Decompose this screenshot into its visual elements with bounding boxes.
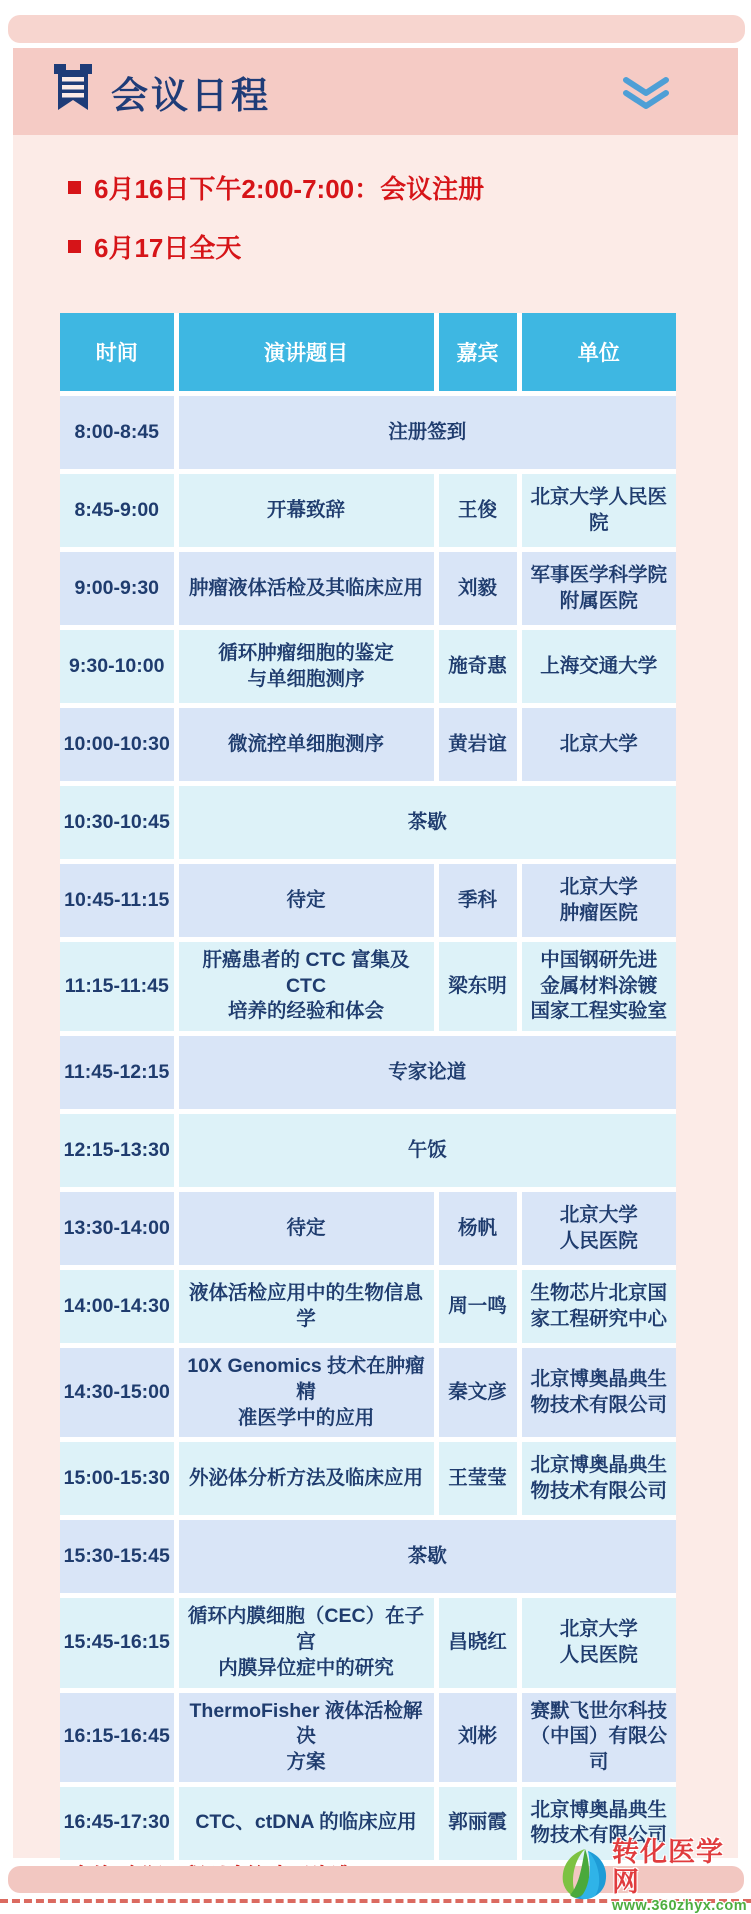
session-org: 北京大学 肿瘤医院: [519, 862, 676, 940]
session-guest: 杨帆: [436, 1190, 519, 1268]
session-guest: 王俊: [436, 472, 519, 550]
session-org: 上海交通大学: [519, 628, 676, 706]
table-row: [60, 1690, 676, 1784]
session-title: 开幕致辞: [176, 472, 436, 550]
session-time: 10:45-11:15: [60, 862, 176, 940]
session-time: 14:30-15:00: [60, 1346, 176, 1440]
table-row: [60, 784, 676, 862]
table-row: [60, 1190, 676, 1268]
session-guest: 周一鸣: [436, 1268, 519, 1346]
session-time: 8:45-9:00: [60, 472, 176, 550]
session-time: 13:30-14:00: [60, 1190, 176, 1268]
session-title: CTC、ctDNA 的临床应用: [176, 1784, 436, 1860]
schedule-card: [13, 48, 738, 1858]
session-title: 肿瘤液体活检及其临床应用: [176, 550, 436, 628]
session-break-label: 专家论道: [176, 1034, 676, 1112]
table-row: [60, 940, 676, 1034]
session-guest: 季科: [436, 862, 519, 940]
session-title: ThermoFisher 液体活检解决 方案: [176, 1690, 436, 1784]
watermark-site-name: 转化医学网: [612, 1837, 724, 1897]
table-row: [60, 1440, 676, 1518]
column-header: 单位: [519, 313, 676, 394]
session-time: 14:00-14:30: [60, 1268, 176, 1346]
registration-info-text: 6月17日全天: [94, 233, 242, 263]
session-org: 赛默飞世尔科技 （中国）有限公司: [519, 1690, 676, 1784]
column-header: 时间: [60, 313, 176, 394]
session-time: 10:00-10:30: [60, 706, 176, 784]
table-row: [60, 862, 676, 940]
session-time: 11:45-12:15: [60, 1034, 176, 1112]
table-row: [60, 1112, 676, 1190]
session-org: 北京博奥晶典生 物技术有限公司: [519, 1346, 676, 1440]
table-row: [60, 706, 676, 784]
table-row: [60, 1268, 676, 1346]
session-break-label: 茶歇: [176, 784, 676, 862]
session-guest: 施奇惠: [436, 628, 519, 706]
session-org: 北京大学 人民医院: [519, 1596, 676, 1690]
session-title: 循环肿瘤细胞的鉴定 与单细胞测序: [176, 628, 436, 706]
session-title: 待定: [176, 1190, 436, 1268]
session-org: 军事医学科学院 附属医院: [519, 550, 676, 628]
square-bullet-icon: [68, 240, 81, 253]
session-guest: 王莹莹: [436, 1440, 519, 1518]
session-time: 11:15-11:45: [60, 940, 176, 1034]
schedule-table: [60, 313, 676, 1860]
session-title: 肝癌患者的 CTC 富集及 CTC 培养的经验和体会: [176, 940, 436, 1034]
bookmark-list-icon: [50, 62, 96, 121]
session-time: 9:00-9:30: [60, 550, 176, 628]
session-title: 循环内膜细胞（CEC）在子宫 内膜异位症中的研究: [176, 1596, 436, 1690]
page-title: 会议日程: [111, 74, 271, 116]
session-guest: 郭丽霞: [436, 1784, 519, 1860]
session-time: 9:30-10:00: [60, 628, 176, 706]
table-header-row: [60, 313, 676, 394]
schedule-card-header: [13, 48, 738, 135]
session-time: 16:45-17:30: [60, 1784, 176, 1860]
registration-info-text: 6月16日下午2:00-7:00：会议注册: [94, 174, 485, 204]
session-org: 生物芯片北京国 家工程研究中心: [519, 1268, 676, 1346]
table-row: [60, 472, 676, 550]
table-row: [60, 1518, 676, 1596]
session-guest: 刘毅: [436, 550, 519, 628]
table-row: [60, 550, 676, 628]
session-time: 15:45-16:15: [60, 1596, 176, 1690]
watermark-site-url: www.360zhyx.com: [612, 1897, 748, 1914]
session-guest: 昌晓红: [436, 1596, 519, 1690]
session-title: 液体活检应用中的生物信息学: [176, 1268, 436, 1346]
table-row: [60, 1596, 676, 1690]
session-org: 北京博奥晶典生 物技术有限公司: [519, 1784, 676, 1860]
registration-info-line: [68, 169, 738, 206]
double-chevron-down-icon[interactable]: [621, 76, 671, 119]
session-guest: 梁东明: [436, 940, 519, 1034]
session-guest: 秦文彦: [436, 1346, 519, 1440]
session-org: 北京博奥晶典生 物技术有限公司: [519, 1440, 676, 1518]
leaf-swoosh-icon: [558, 1846, 610, 1907]
session-title: 微流控单细胞测序: [176, 706, 436, 784]
session-title: 10X Genomics 技术在肿瘤精 准医学中的应用: [176, 1346, 436, 1440]
site-watermark: [558, 1837, 748, 1914]
session-break-label: 注册签到: [176, 394, 676, 472]
session-title: 待定: [176, 862, 436, 940]
table-row: [60, 628, 676, 706]
column-header: 嘉宾: [436, 313, 519, 394]
session-org: 北京大学人民医院: [519, 472, 676, 550]
session-org: 北京大学: [519, 706, 676, 784]
table-row: [60, 1034, 676, 1112]
session-guest: 黄岩谊: [436, 706, 519, 784]
square-bullet-icon: [68, 181, 81, 194]
registration-info: [68, 169, 738, 287]
table-row: [60, 1346, 676, 1440]
session-break-label: 午饭: [176, 1112, 676, 1190]
session-time: 15:00-15:30: [60, 1440, 176, 1518]
session-break-label: 茶歇: [176, 1518, 676, 1596]
top-decorative-bar: [8, 15, 745, 43]
table-row: [60, 394, 676, 472]
session-org: 中国钢研先进 金属材料涂镀 国家工程实验室: [519, 940, 676, 1034]
column-header: 演讲题目: [176, 313, 436, 394]
schedule-card-body: [13, 135, 738, 1858]
session-time: 16:15-16:45: [60, 1690, 176, 1784]
session-title: 外泌体分析方法及临床应用: [176, 1440, 436, 1518]
session-time: 12:15-13:30: [60, 1112, 176, 1190]
session-time: 10:30-10:45: [60, 784, 176, 862]
registration-info-line: [68, 228, 738, 265]
session-time: 15:30-15:45: [60, 1518, 176, 1596]
session-org: 北京大学 人民医院: [519, 1190, 676, 1268]
session-guest: 刘彬: [436, 1690, 519, 1784]
session-time: 8:00-8:45: [60, 394, 176, 472]
